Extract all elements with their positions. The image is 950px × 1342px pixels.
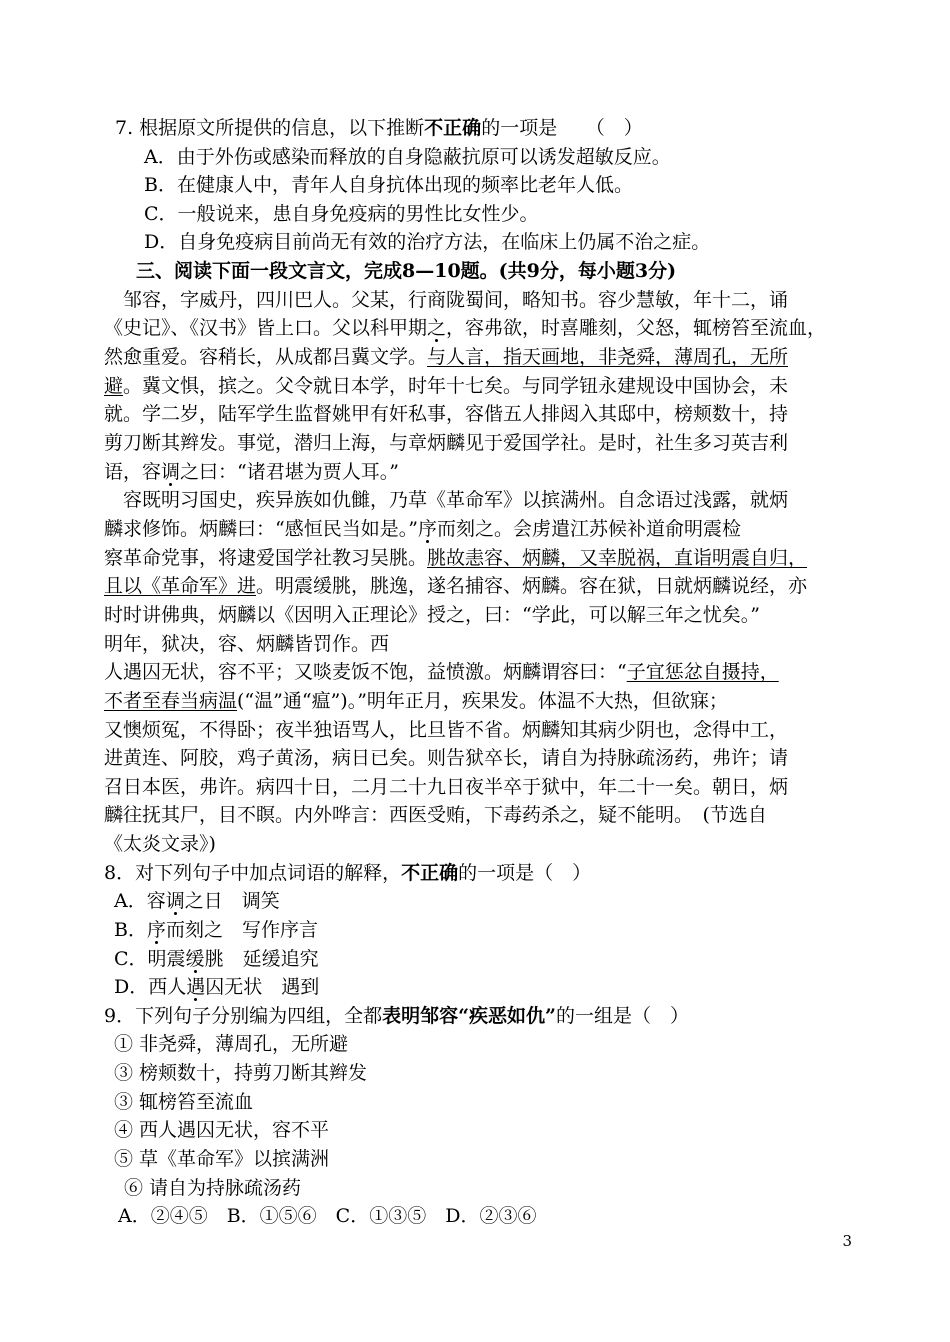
passage-line-6: 剪刀断其辫发。事觉，潜归上海，与章炳麟见于爱国学社。是时，社生多习英吉利	[104, 432, 789, 454]
dotted-word: 缓	[185, 948, 205, 970]
q9-item-3: ③ 辄榜笞至流血	[114, 1091, 254, 1113]
dotted-word: 之	[427, 317, 447, 339]
underlined-sentence: 子宜惩忿自摄持，	[626, 661, 779, 683]
q8-option-c	[114, 945, 319, 973]
passage-line-18: 召日本医，弗许。病四十日，二月二十九日夜半卒于狱中，年二十一矣。朝日，炳	[104, 776, 789, 798]
q9-stem	[104, 1002, 689, 1030]
passage-line-2	[104, 314, 826, 342]
dotted-word: 调	[165, 890, 185, 912]
option-text: A．容	[114, 890, 166, 912]
q9-item-4: ④ 西人遇囚无状，容不平	[114, 1119, 330, 1141]
dotted-word: 遇	[186, 976, 206, 998]
q8-option-b	[114, 916, 318, 944]
passage-line-7	[104, 458, 399, 486]
passage-line-4	[104, 372, 788, 400]
underlined-sentence: 不者至春当病温	[104, 690, 238, 712]
q9-stem-end: 的一组是（ ）	[555, 1005, 689, 1027]
passage-text: 麟求修饰。炳麟曰：“感恒民当如是。”	[104, 518, 418, 540]
passage-text: 。冀文惧，摈之。父令就日本学，时年十七矣。与同学钮永建规设中国协会，未	[123, 375, 789, 397]
option-text: D．西人	[114, 976, 187, 998]
q9-item-1: ① 非尧舜，薄周孔，无所避	[114, 1033, 349, 1055]
q8-stem-text: 8．对下列句子中加点词语的解释，	[104, 862, 402, 884]
passage-line-17: 进黄连、阿胶，鸡子黄汤，病日已矣。则告狱卒长，请自为持脉疏汤药，弗许；请	[104, 747, 789, 769]
dotted-word: 序	[417, 518, 437, 540]
passage-text: 语，容	[104, 461, 162, 483]
q7-option-b: B．在健康人中，青年人自身抗体出现的频率比老年人低。	[144, 174, 633, 196]
dotted-word: 序	[146, 919, 166, 941]
option-text: C．明震	[114, 948, 186, 970]
option-text: 朓 延缓追究	[204, 948, 319, 970]
passage-line-3	[104, 343, 788, 371]
page-number: 3	[842, 1232, 852, 1250]
passage-text: 之曰：“诸君堪为贾人耳。”	[180, 461, 399, 483]
passage-text: 察革命党事，将逮爱国学社教习吴朓。	[104, 547, 428, 569]
q8-stem	[104, 859, 591, 887]
q7-option-c: C．一般说来，患自身免疫病的男性比女性少。	[144, 203, 539, 225]
dotted-word: 调	[161, 461, 181, 483]
passage-line-5: 就。学二岁，陆军学生监督姚甲有奸私事，容偕五人排闼入其邸中，榜颊数十，持	[104, 403, 789, 425]
q8-stem-bold: 不正确	[401, 862, 459, 884]
option-text: 之日 调笑	[184, 890, 280, 912]
passage-line-11	[104, 572, 807, 600]
q7-stem-end: 的一项是 （ ）	[481, 117, 643, 139]
passage-line-12: 时时讲佛典，炳麟以《因明入正理论》授之，曰：“学此，可以解三年之忧矣。”	[104, 604, 760, 626]
q9-item-2: ③ 榜颊数十，持剪刀断其辫发	[114, 1062, 368, 1084]
option-text: 囚无状 遇到	[205, 976, 320, 998]
passage-line-19: 麟往抚其尸，目不瞑。内外哗言：西医受贿，下毒药杀之，疑不能明。 (节选自	[104, 804, 767, 826]
underlined-sentence: 且以《革命军》进	[104, 575, 257, 597]
q9-choices: A．②④⑤ B．①⑤⑥ C．①③⑤ D．②③⑥	[118, 1205, 537, 1227]
option-text: B．	[114, 919, 147, 941]
passage-text: 人遇囚无状，容不平；又啖麦饭不饱，益愤激。炳麟谓容曰：“	[104, 661, 627, 683]
q7-option-d: D．自身免疫病目前尚无有效的治疗方法，在临床上仍属不治之症。	[144, 231, 711, 253]
underlined-sentence: 与人言，指天画地，非尧舜，薄周孔，无所	[427, 346, 789, 368]
passage-line-16: 又懊烦冤，不得卧；夜半独语骂人，比旦皆不省。炳麟知其病少阴也，念得中工，	[104, 719, 789, 741]
q7-stem-text: 7. 根据原文所提供的信息，以下推断	[115, 117, 425, 139]
passage-text: 然愈重爱。容稍长，从成都吕冀文学。	[104, 346, 428, 368]
passage-text: (“温”通“瘟”)。”明年正月，疾果发。体温不大热，但欲寐；	[237, 690, 728, 712]
passage-line-13: 明年，狱决，容、炳麟皆罚作。西	[104, 633, 390, 655]
q9-item-5: ⑤ 草《革命军》以摈满洲	[114, 1148, 330, 1170]
passage-text: 。明震缓朓，朓逸，遂名捕容、炳麟。容在狱，日就炳麟说经，亦	[256, 575, 808, 597]
underlined-sentence: 避	[104, 375, 124, 397]
passage-line-9	[104, 515, 741, 543]
q8-option-a	[114, 887, 280, 915]
q8-stem-end: 的一项是（ ）	[458, 862, 592, 884]
passage-line-1: 邹容，字威丹，四川巴人。父某，行商陇蜀间，略知书。容少慧敏，年十二，诵	[104, 289, 789, 311]
section-heading: 三、阅读下面一段文言文，完成8—10题。(共9分，每小题3分)	[136, 260, 677, 282]
q9-item-6: ⑥ 请自为持脉疏汤药	[124, 1177, 302, 1199]
passage-text: 而刻之。会虏遣江苏候补道俞明震检	[436, 518, 741, 540]
option-text: 而刻之 写作序言	[165, 919, 318, 941]
passage-text: ，容弗欲，时喜雕刻，父怒，辄榜笞至流血，	[446, 317, 827, 339]
underlined-sentence: 朓故恚容、炳麟，又幸脱祸，直诣明震自归，	[427, 547, 808, 569]
passage-line-14	[104, 658, 779, 686]
passage-text: 《史记》、《汉书》皆上口。父以科甲期	[104, 317, 428, 339]
q8-option-d	[114, 973, 319, 1001]
passage-line-10	[104, 544, 807, 572]
q7-option-a: A．由于外伤或感染而释放的自身隐蔽抗原可以诱发超敏反应。	[144, 146, 671, 168]
passage-line-15	[104, 687, 728, 715]
q7-stem	[115, 114, 643, 142]
q9-stem-bold: 表明邹容“疾恶如仇”	[382, 1005, 556, 1027]
q7-stem-bold: 不正确	[424, 117, 482, 139]
passage-line-20: 《太炎文录》)	[104, 833, 216, 855]
q9-stem-text: 9．下列句子分别编为四组，全都	[104, 1005, 383, 1027]
passage-line-8: 容既明习国史，疾异族如仇雠，乃草《革命军》以摈满州。自念语过浅露，就炳	[104, 489, 789, 511]
